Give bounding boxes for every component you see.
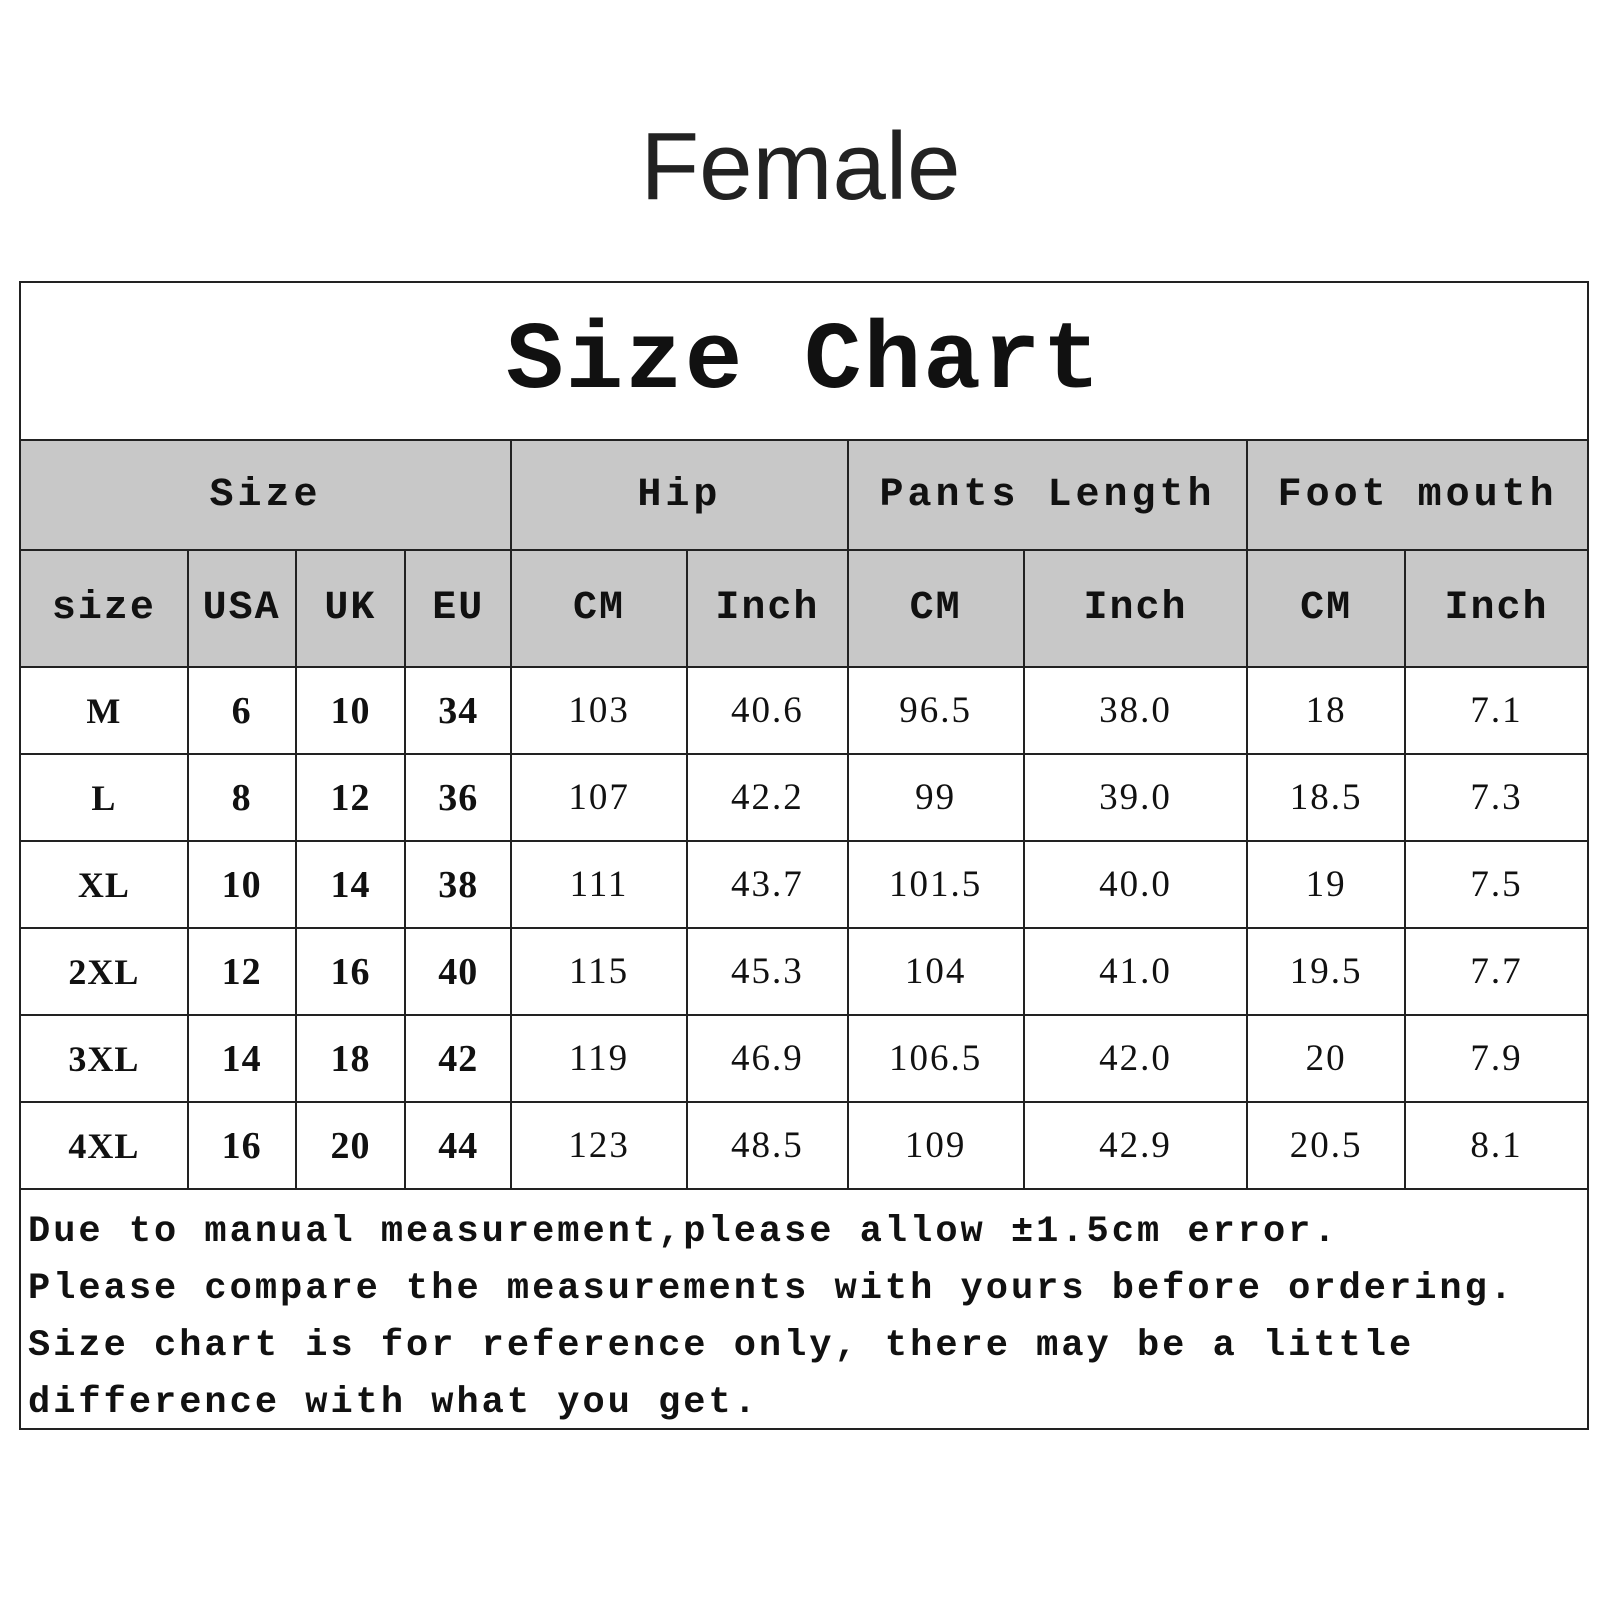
table-row [21,841,1587,928]
group-header-size: Size [21,441,511,550]
sub-header-eu: EU [405,550,511,667]
cell-usa: 6 [188,667,296,754]
cell-foot-inch: 7.9 [1405,1015,1587,1102]
cell-eu: 44 [405,1102,511,1189]
cell-foot-cm: 18.5 [1247,754,1405,841]
cell-hip-inch: 46.9 [687,1015,848,1102]
cell-hip-cm: 123 [511,1102,687,1189]
cell-size: M [21,667,188,754]
cell-foot-inch: 7.7 [1405,928,1587,1015]
cell-size: 2XL [21,928,188,1015]
page-heading: Female [640,113,961,220]
cell-usa: 14 [188,1015,296,1102]
cell-eu: 38 [405,841,511,928]
table-row [21,667,1587,754]
cell-foot-inch: 7.3 [1405,754,1587,841]
cell-hip-cm: 111 [511,841,687,928]
cell-size: 3XL [21,1015,188,1102]
cell-size: XL [21,841,188,928]
cell-usa: 16 [188,1102,296,1189]
cell-hip-cm: 103 [511,667,687,754]
note-line: Due to manual measurement,please allow ±1.5cm error. [28,1211,1339,1253]
cell-length-inch: 38.0 [1024,667,1248,754]
cell-uk: 18 [296,1015,406,1102]
cell-uk: 10 [296,667,406,754]
cell-hip-inch: 40.6 [687,667,848,754]
note-line: difference with what you get. [28,1382,759,1424]
cell-eu: 40 [405,928,511,1015]
table-row [21,928,1587,1015]
sub-header-length-inch: Inch [1024,550,1248,667]
cell-length-cm: 101.5 [848,841,1024,928]
cell-size: L [21,754,188,841]
cell-hip-inch: 42.2 [687,754,848,841]
size-table [21,441,1587,1190]
cell-eu: 36 [405,754,511,841]
cell-uk: 14 [296,841,406,928]
size-chart-title: Size Chart [21,283,1587,441]
cell-length-inch: 42.9 [1024,1102,1248,1189]
cell-length-cm: 96.5 [848,667,1024,754]
cell-uk: 20 [296,1102,406,1189]
measurement-notes [21,1190,1587,1432]
cell-foot-inch: 7.1 [1405,667,1587,754]
cell-length-cm: 109 [848,1102,1024,1189]
cell-hip-cm: 119 [511,1015,687,1102]
sub-header-usa: USA [188,550,296,667]
cell-hip-cm: 115 [511,928,687,1015]
cell-hip-inch: 43.7 [687,841,848,928]
sub-header-hip-inch: Inch [687,550,848,667]
cell-usa: 12 [188,928,296,1015]
table-row [21,1102,1587,1189]
cell-length-inch: 39.0 [1024,754,1248,841]
cell-hip-cm: 107 [511,754,687,841]
cell-uk: 12 [296,754,406,841]
note-line: Size chart is for reference only, there may be a little [28,1325,1415,1367]
cell-hip-inch: 48.5 [687,1102,848,1189]
sub-header-size: size [21,550,188,667]
group-header-pants-length: Pants Length [848,441,1248,550]
sub-header-row [21,550,1587,667]
sub-header-length-cm: CM [848,550,1024,667]
cell-hip-inch: 45.3 [687,928,848,1015]
cell-size: 4XL [21,1102,188,1189]
note-line: Please compare the measurements with yours before ordering. [28,1268,1516,1310]
sub-header-hip-cm: CM [511,550,687,667]
cell-usa: 8 [188,754,296,841]
cell-uk: 16 [296,928,406,1015]
table-row [21,754,1587,841]
cell-length-inch: 40.0 [1024,841,1248,928]
cell-foot-cm: 18 [1247,667,1405,754]
cell-length-inch: 41.0 [1024,928,1248,1015]
group-header-hip: Hip [511,441,848,550]
sub-header-uk: UK [296,550,406,667]
cell-foot-cm: 19 [1247,841,1405,928]
cell-eu: 34 [405,667,511,754]
table-row [21,1015,1587,1102]
cell-length-inch: 42.0 [1024,1015,1248,1102]
cell-foot-cm: 20.5 [1247,1102,1405,1189]
cell-eu: 42 [405,1015,511,1102]
cell-foot-cm: 20 [1247,1015,1405,1102]
cell-usa: 10 [188,841,296,928]
cell-length-cm: 104 [848,928,1024,1015]
group-header-foot-mouth: Foot mouth [1247,441,1587,550]
cell-foot-inch: 7.5 [1405,841,1587,928]
cell-foot-cm: 19.5 [1247,928,1405,1015]
cell-length-cm: 99 [848,754,1024,841]
cell-foot-inch: 8.1 [1405,1102,1587,1189]
cell-length-cm: 106.5 [848,1015,1024,1102]
sub-header-foot-inch: Inch [1405,550,1587,667]
size-chart [19,281,1589,1430]
group-header-row [21,441,1587,550]
sub-header-foot-cm: CM [1247,550,1405,667]
